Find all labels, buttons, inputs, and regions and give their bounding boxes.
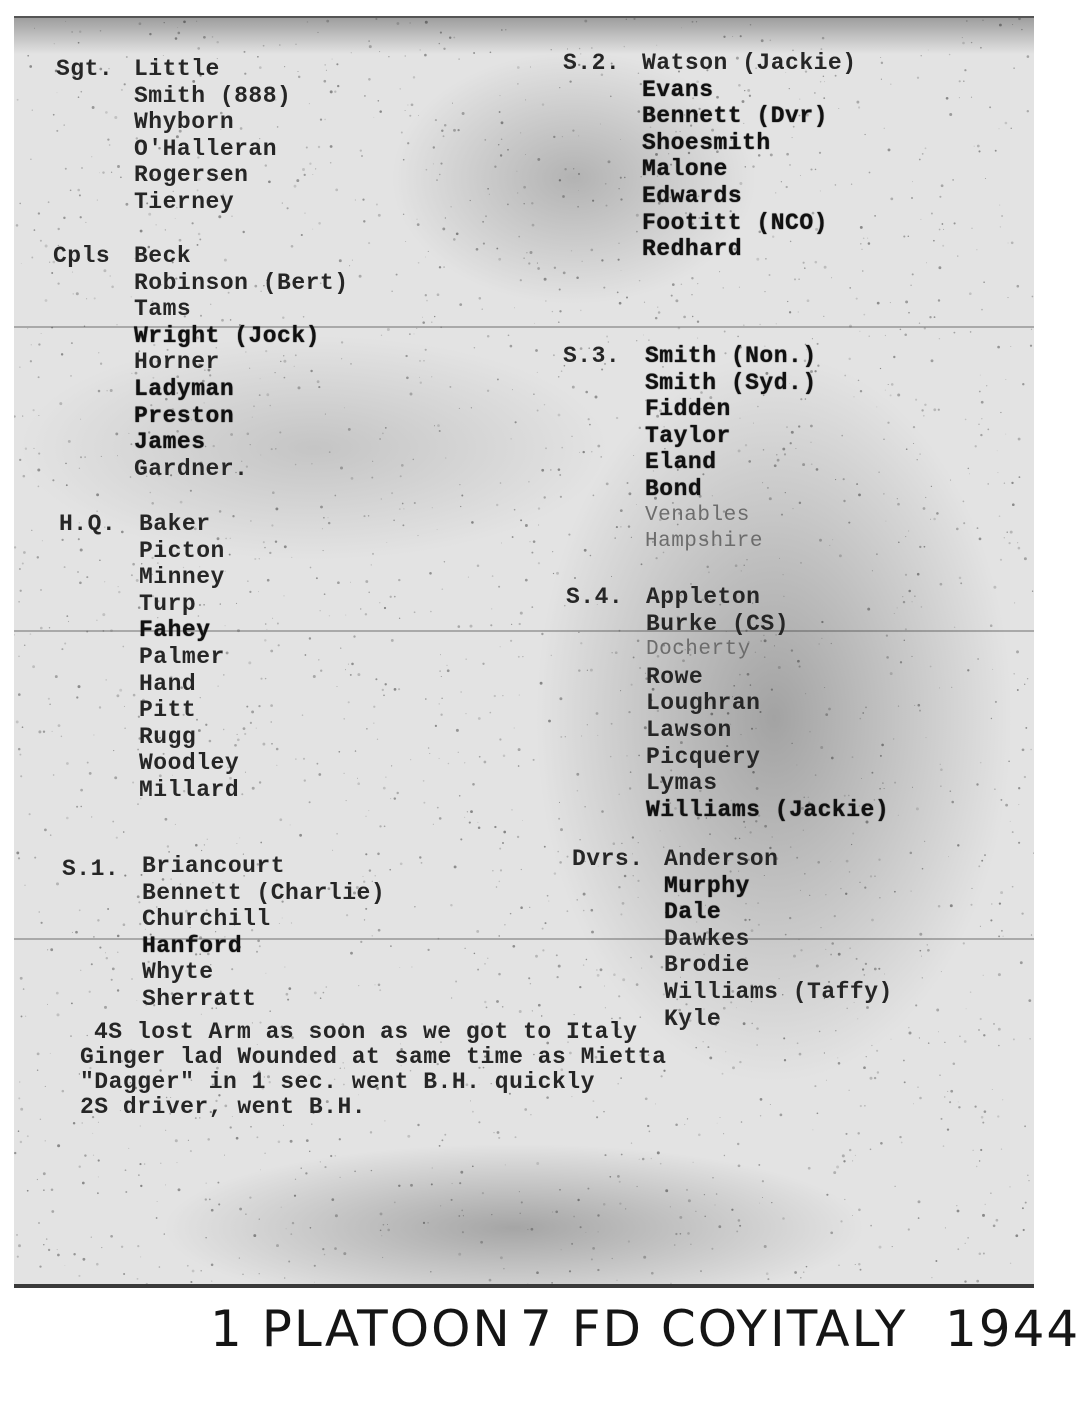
name-entry: Taylor	[645, 422, 731, 449]
name-entry: Palmer	[139, 643, 225, 670]
note-line: Ginger lad Wounded at same time as Mietta	[80, 1044, 667, 1070]
typed-notes	[80, 1020, 666, 1120]
name-entry: Beck	[134, 243, 192, 269]
note-line: 2S driver, went B.H.	[80, 1094, 367, 1120]
name-entry: Fahey	[139, 617, 211, 644]
name-entry: Burke (CS)	[646, 610, 790, 637]
group-names	[642, 50, 857, 263]
name-entry: Dale	[664, 899, 722, 926]
name-entry: Williams (Jackie)	[646, 796, 890, 823]
name-entry: Bennett (Dvr)	[642, 103, 828, 130]
handwritten-caption	[210, 1300, 1081, 1380]
name-entry: Whyborn	[134, 109, 235, 136]
caption-platoon: 1 PLATOON	[210, 1300, 512, 1358]
name-entry: Hand	[139, 670, 197, 697]
name-entry: Edwards	[642, 182, 743, 209]
group-names	[646, 584, 889, 823]
name-entry: Ladyman	[134, 375, 235, 402]
name-entry: Robinson (Bert)	[134, 269, 349, 296]
name-entry: Footitt (NCO)	[642, 209, 828, 236]
name-entry: Rowe	[646, 663, 704, 690]
name-entry: Picquery	[646, 743, 761, 770]
name-entry: Fidden	[645, 396, 731, 423]
caption-place: ITALY	[770, 1300, 908, 1358]
name-entry: Kyle	[664, 1005, 722, 1032]
group-label: H.Q.	[59, 511, 117, 537]
group-label: S.4.	[566, 584, 624, 610]
note-line: "Dagger" in 1 sec. went B.H. quickly	[80, 1069, 595, 1095]
name-entry: Evans	[642, 76, 714, 103]
name-entry: Venables	[645, 503, 750, 527]
caption-company: 7 FD COY	[520, 1300, 769, 1358]
name-entry: Rogersen	[134, 162, 249, 189]
name-entry: Whyte	[142, 959, 214, 986]
name-entry: Little	[134, 56, 220, 82]
group-names	[134, 56, 291, 216]
name-entry: Tams	[134, 296, 192, 323]
group-names	[139, 511, 239, 804]
name-entry: Smith (Non.)	[645, 343, 817, 369]
name-entry: Malone	[642, 156, 728, 183]
name-entry: Appleton	[646, 584, 761, 610]
group-label: Dvrs.	[572, 846, 644, 872]
name-entry: Williams (Taffy)	[664, 978, 893, 1005]
name-entry: Horner	[134, 349, 220, 376]
name-entry: Wright (Jock)	[134, 322, 320, 349]
name-entry: Eland	[645, 449, 717, 476]
name-entry: Smith (Syd.)	[645, 369, 817, 396]
name-entry: James	[134, 429, 206, 456]
name-entry: Smith (888)	[134, 82, 292, 109]
name-entry: Hampshire	[645, 530, 763, 554]
name-entry: Lymas	[646, 770, 718, 797]
group-label: S.2.	[563, 50, 621, 76]
name-entry: Woodley	[139, 750, 240, 777]
name-entry: Baker	[139, 511, 211, 537]
name-entry: Picton	[139, 537, 225, 564]
name-entry: Tierney	[134, 188, 235, 215]
name-entry: Sherratt	[142, 985, 257, 1012]
name-entry: Minney	[139, 564, 225, 591]
name-entry: Bond	[645, 475, 703, 502]
group-names	[664, 846, 893, 1032]
name-entry: Shoesmith	[642, 129, 771, 156]
name-entry: Docherty	[646, 638, 751, 662]
group-label: Sgt.	[56, 56, 114, 82]
name-entry: Gardner.	[134, 455, 249, 482]
name-entry: Brodie	[664, 952, 750, 979]
name-entry: Pitt	[139, 697, 197, 724]
name-entry: Bennett (Charlie)	[142, 879, 386, 906]
name-entry: Anderson	[664, 846, 779, 872]
name-entry: Hanford	[142, 932, 243, 959]
name-entry: Turp	[139, 590, 197, 617]
group-label: Cpls	[53, 243, 111, 269]
name-entry: Millard	[139, 776, 240, 803]
name-entry: Loughran	[646, 690, 761, 717]
group-label: S.1.	[62, 856, 120, 882]
group-label: S.3.	[563, 343, 621, 369]
note-line: 4S lost Arm as soon as we got to Italy	[94, 1019, 638, 1045]
group-names	[142, 853, 385, 1013]
name-entry: Churchill	[142, 906, 271, 933]
name-entry: Lawson	[646, 716, 732, 743]
name-entry: Briancourt	[142, 853, 286, 879]
name-entry: Dawkes	[664, 925, 750, 952]
name-entry: O'Halleran	[134, 135, 278, 162]
name-entry: Murphy	[664, 872, 750, 899]
group-names	[134, 243, 349, 482]
name-entry: Watson (Jackie)	[642, 50, 857, 76]
name-entry: Preston	[134, 402, 235, 429]
name-entry: Redhard	[642, 236, 743, 263]
name-entry: Rugg	[139, 723, 197, 750]
group-names	[645, 343, 817, 556]
caption-year: 1944	[945, 1300, 1081, 1358]
